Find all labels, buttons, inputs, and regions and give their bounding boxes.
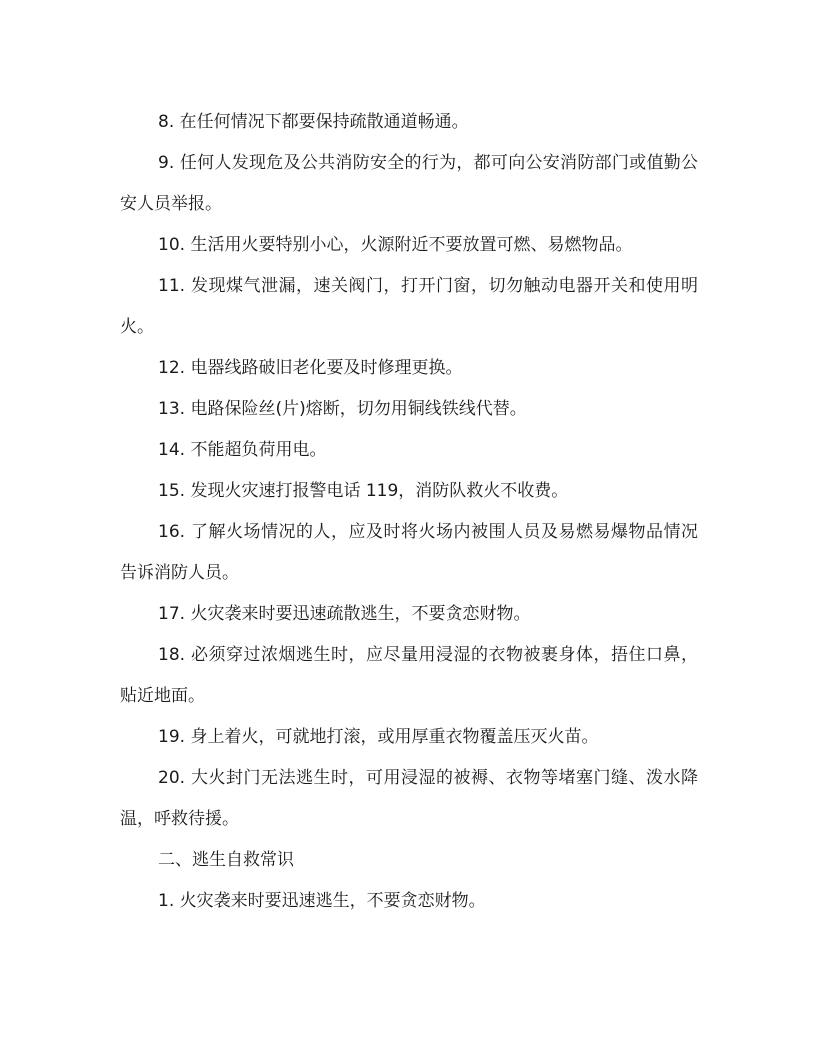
list-item-9: 9. 任何人发现危及公共消防安全的行为，都可向公安消防部门或值勤公安人员举报。 <box>120 153 698 214</box>
list-item-19: 19. 身上着火，可就地打滚，或用厚重衣物覆盖压灭火苗。 <box>158 727 599 747</box>
list-item-10: 10. 生活用火要特别小心，火源附近不要放置可燃、易燃物品。 <box>158 235 633 255</box>
list-item-18: 18. 必须穿过浓烟逃生时，应尽量用浸湿的衣物被裹身体，捂住口鼻，贴近地面。 <box>120 645 698 706</box>
list-item-13: 13. 电路保险丝(片)熔断，切勿用铜线铁线代替。 <box>158 399 527 419</box>
section-heading: 二、逃生自救常识 <box>158 850 294 870</box>
list-item-11: 11. 发现煤气泄漏，速关阀门，打开门窗，切勿触动电器开关和使用明火。 <box>120 276 698 337</box>
list-item-15: 15. 发现火灾速打报警电话 119，消防队救火不收费。 <box>158 481 569 501</box>
list-item-14: 14. 不能超负荷用电。 <box>158 440 327 460</box>
list-item-8: 8. 在任何情况下都要保持疏散通道畅通。 <box>158 112 469 132</box>
list-item-17: 17. 火灾袭来时要迅速疏散逃生，不要贪恋财物。 <box>158 604 531 624</box>
document-body <box>120 102 698 922</box>
list-item-16: 16. 了解火场情况的人，应及时将火场内被围人员及易燃易爆物品情况告诉消防人员。 <box>120 522 698 583</box>
list-item-12: 12. 电器线路破旧老化要及时修理更换。 <box>158 358 463 378</box>
section-list-item-1: 1. 火灾袭来时要迅速逃生，不要贪恋财物。 <box>158 891 486 911</box>
list-item-20: 20. 大火封门无法逃生时，可用浸湿的被褥、衣物等堵塞门缝、泼水降温，呼救待援。 <box>120 768 698 829</box>
